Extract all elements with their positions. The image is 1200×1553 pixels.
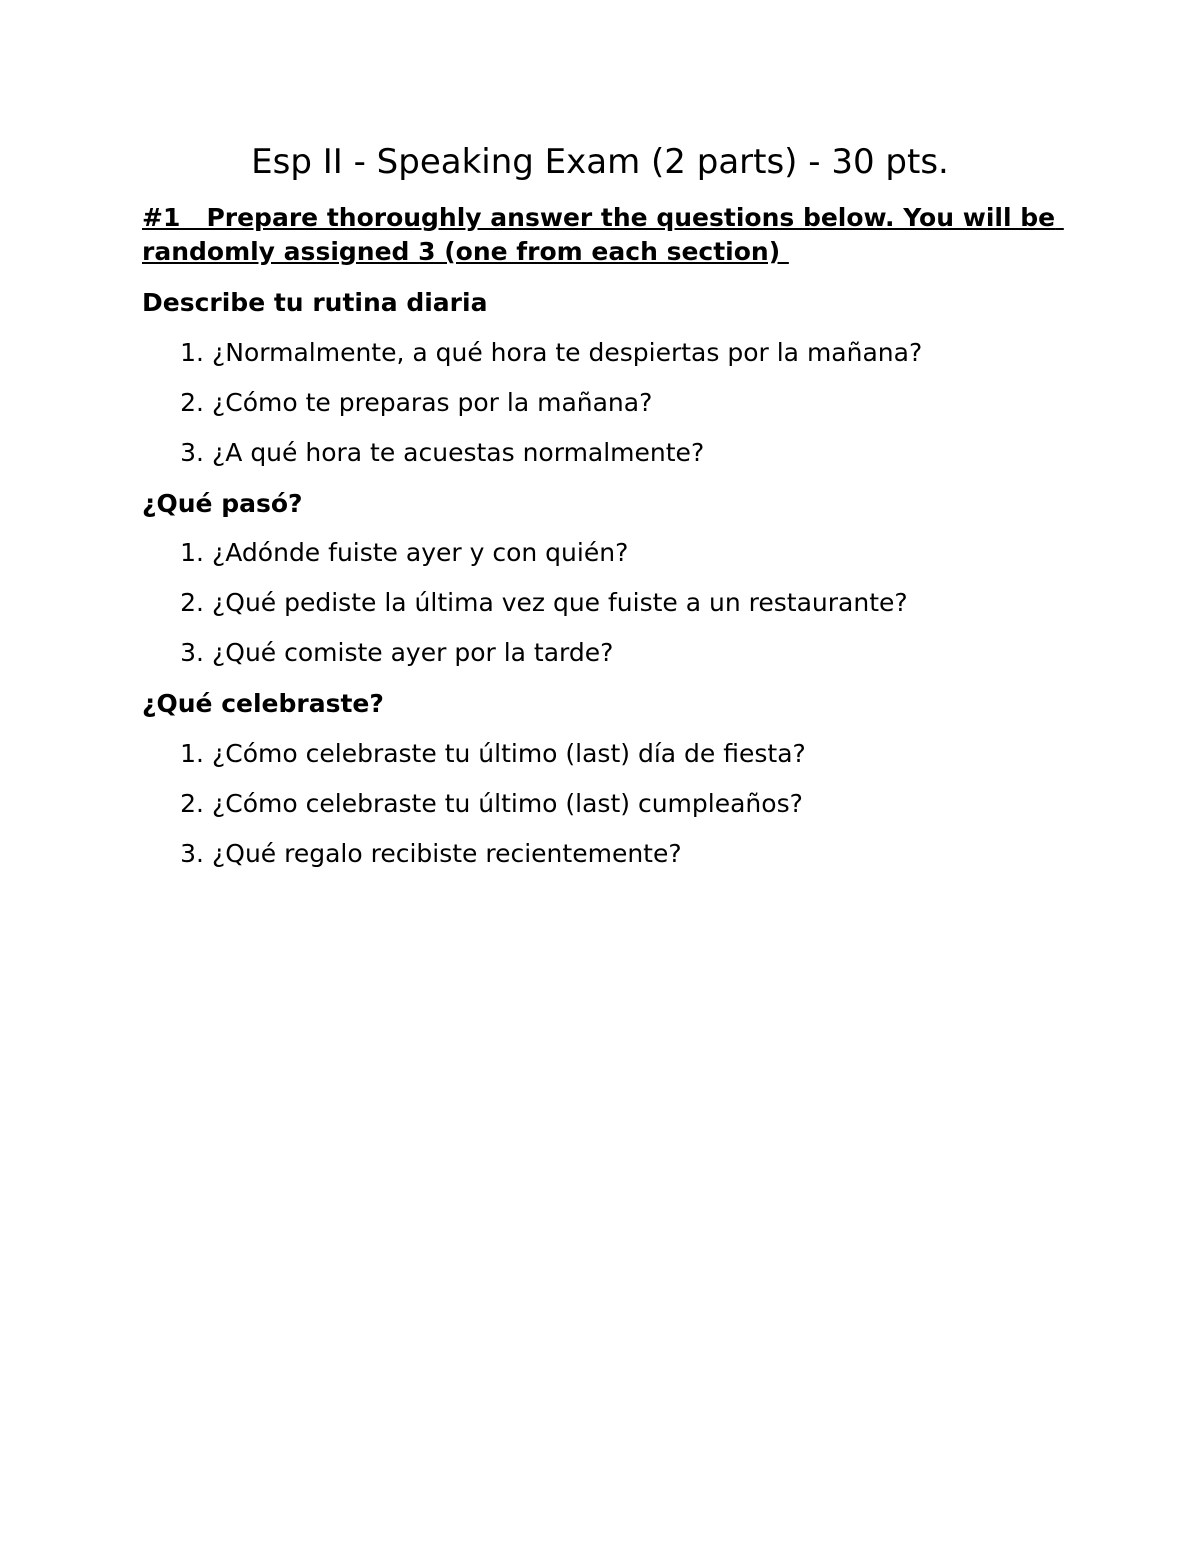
question-list-rutina — [142, 328, 1102, 478]
question-number: 2. — [180, 388, 204, 417]
question-number: 3. — [180, 839, 204, 868]
list-item — [142, 829, 1102, 879]
list-item — [142, 729, 1102, 779]
question-text: ¿Qué regalo recibiste recientemente? — [212, 839, 682, 868]
list-item — [142, 428, 1102, 478]
section-heading-rutina: Describe tu rutina diaria — [142, 288, 488, 317]
list-item — [142, 328, 1102, 378]
question-list-que-celebraste — [142, 729, 1102, 879]
question-list-que-paso — [142, 528, 1102, 678]
list-item — [142, 779, 1102, 829]
part-one-instruction: #1 Prepare thoroughly answer the questions below. You will be randomly assigned 3 (one from each section) — [142, 203, 1064, 266]
question-number: 2. — [180, 588, 204, 617]
question-text: ¿Cómo te preparas por la mañana? — [212, 388, 653, 417]
question-number: 1. — [180, 538, 204, 567]
question-text: ¿Qué comiste ayer por la tarde? — [212, 638, 614, 667]
list-item — [142, 378, 1102, 428]
question-number: 2. — [180, 789, 204, 818]
question-text: ¿Adónde fuiste ayer y con quién? — [212, 538, 629, 567]
question-text: ¿Normalmente, a qué hora te despiertas por la mañana? — [212, 338, 923, 367]
question-number: 3. — [180, 638, 204, 667]
list-item — [142, 578, 1102, 628]
question-text: ¿Cómo celebraste tu último (last) cumpleaños? — [212, 789, 803, 818]
list-item — [142, 628, 1102, 678]
question-number: 1. — [180, 338, 204, 367]
question-text: ¿Cómo celebraste tu último (last) día de fiesta? — [212, 739, 806, 768]
question-text: ¿Qué pediste la última vez que fuiste a un restaurante? — [212, 588, 908, 617]
question-number: 3. — [180, 438, 204, 467]
section-heading-que-celebraste: ¿Qué celebraste? — [142, 689, 384, 718]
question-text: ¿A qué hora te acuestas normalmente? — [212, 438, 705, 467]
section-heading-que-paso: ¿Qué pasó? — [142, 489, 303, 518]
question-number: 1. — [180, 739, 204, 768]
document-title: Esp II - Speaking Exam (2 parts) - 30 pts. — [251, 142, 949, 182]
list-item — [142, 528, 1102, 578]
